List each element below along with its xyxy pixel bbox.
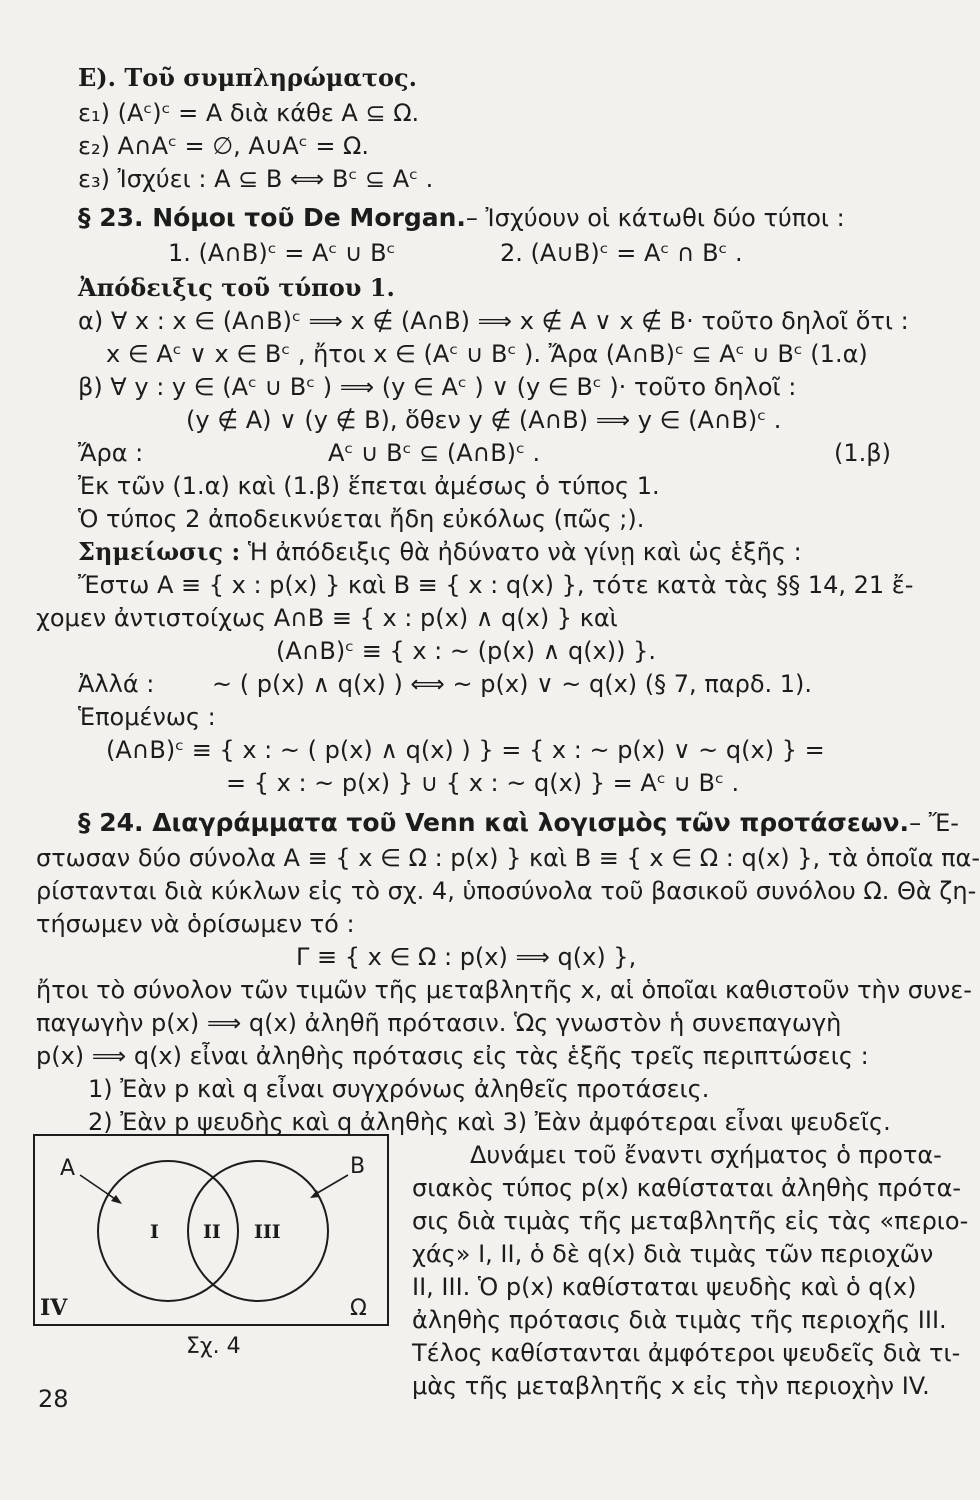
let-line: Ἔστω A ≡ { x : p(x) } καὶ B ≡ { x : q(x) }, τότε κατὰ τὰς §§ 14, 21 ἔ-	[78, 571, 914, 599]
conclusion-1: Ἐκ τῶν (1.α) καὶ (1.β) ἕπεται ἀμέσως ὁ τύπος 1.	[78, 472, 660, 500]
proof-line-a1: α) ∀ x : x ∈ (A∩B)ᶜ ⟹ x ∉ (A∩B) ⟹ x ∉ A ∨ x ∉ B· τοῦτο δηλοῖ ὅτι :	[78, 307, 909, 335]
but-label: Ἀλλά :	[78, 670, 155, 698]
region-iii-label: III	[254, 1221, 281, 1243]
proof-line-b1: β) ∀ y : y ∈ (Aᶜ ∪ Bᶜ ) ⟹ (y ∈ Aᶜ ) ∨ (y ∈ Bᶜ )· τοῦτο δηλοῖ :	[78, 373, 797, 401]
pointer-b	[314, 1175, 348, 1195]
hence-formula-2: = { x : ~ p(x) } ∪ { x : ~ q(x) } = Aᶜ ∪ Bᶜ .	[226, 769, 740, 797]
property-e1: ε₁) (Aᶜ)ᶜ = A διὰ κάθε A ⊆ Ω.	[78, 99, 420, 127]
property-e2: ε₂) A∩Aᶜ = ∅, A∪Aᶜ = Ω.	[78, 132, 370, 160]
conclusion-2: Ὁ τύπος 2 ἀποδεικνύεται ἤδη εὐκόλως (πῶς ;).	[78, 505, 645, 533]
but-formula: ~ ( p(x) ∧ q(x) ) ⟺ ~ p(x) ∨ ~ q(x) (§ 7, παρδ. 1).	[212, 670, 813, 698]
right-col-line-3: σις διὰ τιμὰς τῆς μεταβλητῆς εἰς τὰς «περιο-	[412, 1207, 969, 1235]
omega-label: Ω	[350, 1296, 367, 1321]
section-e-title: E). Τοῦ συμπληρώματος.	[78, 63, 417, 92]
hence-formula-1: (A∩B)ᶜ ≡ { x : ~ ( p(x) ∧ q(x) ) } = { x : ~ p(x) ∨ ~ q(x) } =	[106, 736, 825, 764]
section-23-line	[78, 203, 845, 233]
label-b: B	[350, 1154, 366, 1179]
property-e3: ε₃) Ἰσχύει : A ⊆ B ⟺ Bᶜ ⊆ Aᶜ .	[78, 165, 434, 193]
de-morgan-formula-1: 1. (A∩B)ᶜ = Aᶜ ∪ Bᶜ	[168, 239, 396, 267]
ara-tag: (1.β)	[834, 439, 891, 467]
section-24-line-2: ρίστανται διὰ κύκλων εἰς τὸ σχ. 4, ὑποσύνολα τοῦ βασικοῦ συνόλου Ω. Θὰ ζη-	[36, 877, 977, 905]
right-col-line-4: χάς» I, II, ὁ δὲ q(x) διὰ τιμὰς τῶν περιοχῶν	[412, 1240, 934, 1268]
note-label: Σημείωσις :	[78, 537, 241, 566]
right-col-line-6: ἀληθὴς πρότασις διὰ τιμὰς τῆς περιοχῆς III.	[412, 1306, 947, 1334]
page-number: 28	[38, 1385, 69, 1413]
section-24-line	[78, 808, 959, 838]
complement-line: (A∩B)ᶜ ≡ { x : ~ (p(x) ∧ q(x)) }.	[276, 637, 657, 665]
section-23-heading: § 23. Νόμοι τοῦ De Morgan.	[78, 203, 466, 232]
figure-caption: Σχ. 4	[186, 1334, 241, 1359]
section-24-line-5: παγωγὴν p(x) ⟹ q(x) ἀληθῆ πρότασιν. Ὡς γνωστὸν ἡ συνεπαγωγὴ	[36, 1009, 842, 1037]
right-col-line-2: σιακὸς τύπος p(x) καθίσταται ἀληθὴς πρότα-	[412, 1174, 962, 1202]
section-24-heading: § 24. Διαγράμματα τοῦ Venn καὶ λογισμὸς τῶν προτάσεων.	[78, 808, 910, 837]
right-col-line-8: μὰς τῆς μεταβλητῆς x εἰς τὴν περιοχὴν IV.	[412, 1372, 930, 1400]
ara-label: Ἄρα :	[78, 439, 144, 467]
right-col-line-7: Τέλος καθίστανται ἀμφότεροι ψευδεῖς διὰ τι-	[412, 1339, 961, 1367]
pointer-a-head	[111, 1195, 122, 1204]
section-24-line-1: στωσαν δύο σύνολα A ≡ { x ∈ Ω : p(x) } καὶ B ≡ { x ∈ Ω : q(x) }, τὰ ὁποῖα πα-	[36, 844, 980, 872]
right-col-line-5: II, III. Ὁ p(x) καθίσταται ψευδὴς καὶ ὁ q(x)	[412, 1273, 917, 1301]
right-col-line-1: Δυνάμει τοῦ ἔναντι σχήματος ὁ προτα-	[470, 1141, 942, 1169]
gamma-definition: Γ ≡ { x ∈ Ω : p(x) ⟹ q(x) },	[296, 943, 637, 971]
proof-title: Ἀπόδειξις τοῦ τύπου 1.	[78, 273, 395, 302]
case-2: 2) Ἐὰν p ψευδὴς καὶ q ἀληθὴς καὶ 3) Ἐὰν ἀμφότεραι εἶναι ψευδεῖς.	[88, 1108, 891, 1136]
note-line	[78, 537, 802, 567]
proof-line-a2: x ∈ Aᶜ ∨ x ∈ Bᶜ , ἤτοι x ∈ (Aᶜ ∪ Bᶜ ). Ἄρα (A∩B)ᶜ ⊆ Aᶜ ∪ Bᶜ (1.α)	[106, 340, 868, 368]
region-iv-label: IV	[40, 1295, 68, 1321]
case-1: 1) Ἐὰν p καὶ q εἶναι συγχρόνως ἀληθεῖς προτάσεις.	[88, 1075, 710, 1103]
region-i-label: I	[150, 1221, 159, 1243]
venn-diagram	[32, 1133, 392, 1328]
section-24-line-3: τήσωμεν νὰ ὁρίσωμεν τό :	[36, 910, 355, 938]
have-line: χομεν ἀντιστοίχως A∩B ≡ { x : p(x) ∧ q(x) } καὶ	[36, 604, 618, 632]
ara-formula: Aᶜ ∪ Bᶜ ⊆ (A∩B)ᶜ .	[328, 439, 541, 467]
section-24-intro-tail: – Ἔ-	[909, 809, 959, 837]
proof-line-b2: (y ∉ A) ∨ (y ∉ B), ὅθεν y ∉ (A∩B) ⟹ y ∈ (A∩B)ᶜ .	[186, 406, 782, 434]
section-24-line-4: ἤτοι τὸ σύνολον τῶν τιμῶν τῆς μεταβλητῆς x, αἱ ὁποῖαι καθιστοῦν τὴν συνε-	[36, 976, 972, 1004]
label-a: A	[60, 1156, 76, 1181]
section-23-intro: – Ἰσχύουν οἱ κάτωθι δύο τύποι :	[465, 204, 845, 232]
de-morgan-formula-2: 2. (A∪B)ᶜ = Aᶜ ∩ Bᶜ .	[500, 239, 743, 267]
note-text: Ἡ ἀπόδειξις θὰ ἠδύνατο νὰ γίνῃ καὶ ὡς ἑξῆς :	[247, 538, 802, 566]
section-24-line-6: p(x) ⟹ q(x) εἶναι ἀληθὴς πρότασις εἰς τὰς ἑξῆς τρεῖς περιπτώσεις :	[36, 1042, 869, 1070]
hence-label: Ἑπομένως :	[78, 703, 216, 731]
region-ii-label: II	[203, 1221, 221, 1243]
